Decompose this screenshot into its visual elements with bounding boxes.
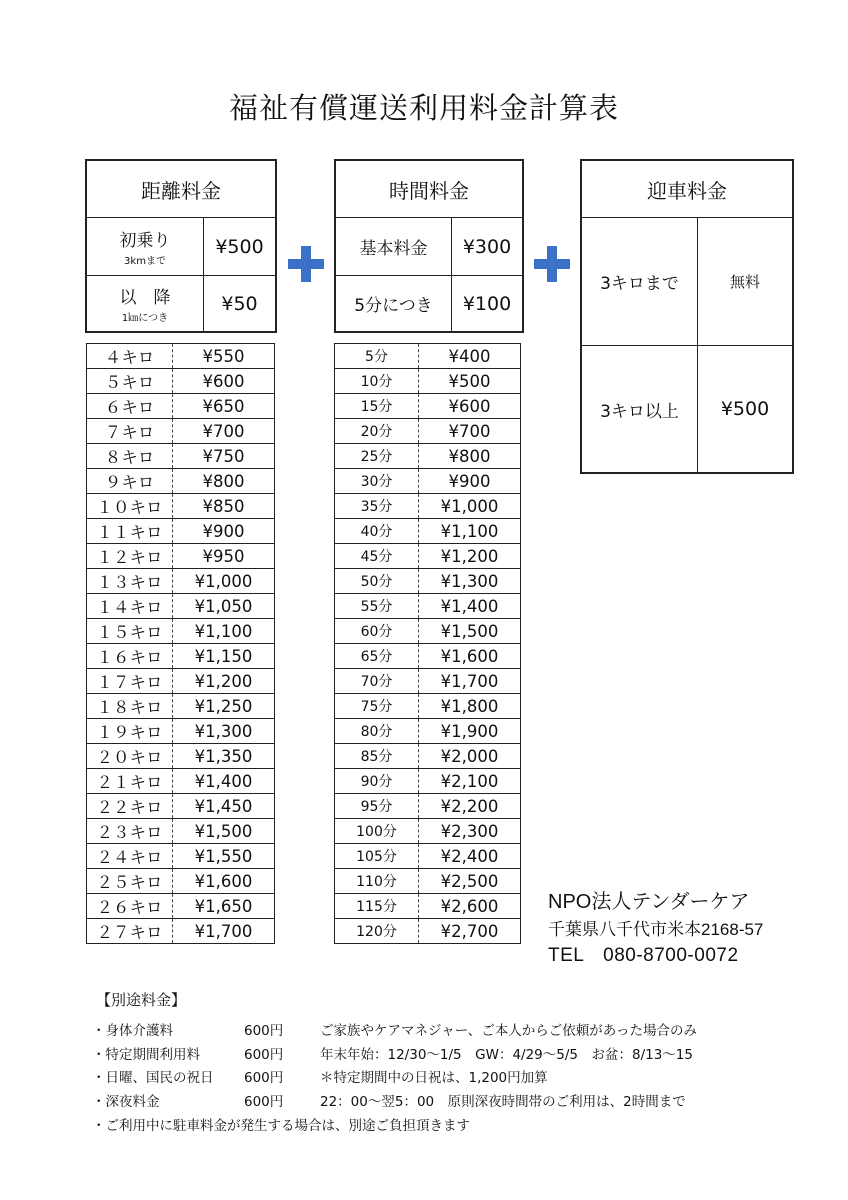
time-row-label: 85分 — [335, 744, 419, 769]
distance-row-label: ２１キロ — [87, 769, 173, 794]
distance-row-price: ¥1,100 — [173, 619, 275, 644]
time-row-price: ¥1,700 — [419, 669, 521, 694]
time-row-price: ¥1,600 — [419, 644, 521, 669]
pickup-row1-label: 3キロまで — [600, 274, 679, 294]
distance-row-label: １２キロ — [87, 544, 173, 569]
distance-row-label: １５キロ — [87, 619, 173, 644]
distance-row-price: ¥800 — [173, 469, 275, 494]
time-row-price: ¥2,300 — [419, 819, 521, 844]
pickup-fee-header: 迎車料金 — [647, 178, 727, 203]
distance-row-price: ¥700 — [173, 419, 275, 444]
extra-fee-desc: ＊特定期間中の日祝は、1,200円加算 — [320, 1070, 548, 1086]
time-rate-table — [334, 343, 521, 944]
time-row-price: ¥700 — [419, 419, 521, 444]
table-row — [87, 644, 275, 669]
pickup-fee-box — [580, 159, 794, 474]
table-row — [87, 419, 275, 444]
distance-row-label: １１キロ — [87, 519, 173, 544]
table-row — [335, 594, 521, 619]
distance-row-label: ６キロ — [87, 394, 173, 419]
org-tel: TEL 080-8700-0072 — [548, 945, 739, 966]
page-title: 福祉有償運送利用料金計算表 — [228, 91, 619, 125]
distance-row-price: ¥650 — [173, 394, 275, 419]
table-row — [335, 519, 521, 544]
extra-fee-name: ・深夜料金 — [92, 1094, 160, 1110]
time-row-price: ¥1,200 — [419, 544, 521, 569]
table-row — [87, 669, 275, 694]
table-row — [335, 819, 521, 844]
base-fee-price: ¥300 — [462, 235, 512, 258]
time-row-price: ¥400 — [419, 344, 521, 369]
time-row-price: ¥2,000 — [419, 744, 521, 769]
time-row-price: ¥1,100 — [419, 519, 521, 544]
extra-fee-price: 600円 — [244, 1047, 284, 1063]
table-row — [335, 769, 521, 794]
after-label-cell — [87, 276, 203, 331]
distance-row-label: １９キロ — [87, 719, 173, 744]
distance-row-price: ¥1,650 — [173, 894, 275, 919]
plus-icon — [288, 246, 324, 282]
time-row-price: ¥2,700 — [440, 921, 499, 941]
per-5min-label: 5分につき — [354, 296, 433, 316]
extra-fee-name: ・日曜、国民の祝日 — [92, 1070, 214, 1086]
time-row-label: 5分 — [335, 344, 419, 369]
distance-row-label: ２２キロ — [87, 794, 173, 819]
after-price: ¥50 — [221, 292, 258, 315]
extra-fee-name: ・身体介護料 — [92, 1023, 173, 1039]
extra-fee-price: 600円 — [244, 1094, 284, 1110]
org-address: 千葉県八千代市米本2168-57 — [548, 920, 764, 939]
time-row-price: ¥1,800 — [419, 694, 521, 719]
table-row — [87, 519, 275, 544]
time-row-price: ¥900 — [419, 469, 521, 494]
distance-row-price: ¥550 — [173, 344, 275, 369]
table-row — [335, 694, 521, 719]
table-row — [335, 344, 521, 369]
time-row-price: ¥1,300 — [419, 569, 521, 594]
table-row — [335, 494, 521, 519]
time-row-label: 110分 — [335, 869, 419, 894]
time-row-label: 70分 — [335, 669, 419, 694]
distance-row-label: ７キロ — [87, 419, 173, 444]
distance-row-price: ¥1,550 — [173, 844, 275, 869]
time-row-price: ¥600 — [419, 394, 521, 419]
time-row-price: ¥800 — [419, 444, 521, 469]
time-row-label: 35分 — [335, 494, 419, 519]
distance-row-price: ¥1,050 — [173, 594, 275, 619]
table-row — [87, 469, 275, 494]
distance-row-label: ２５キロ — [87, 869, 173, 894]
extra-fee-price: 600円 — [244, 1023, 284, 1039]
time-row-label: 50分 — [335, 569, 419, 594]
extra-fee-row — [92, 1066, 548, 1086]
time-row-price: ¥2,200 — [419, 794, 521, 819]
distance-row-price: ¥1,500 — [173, 819, 275, 844]
time-row-label: 90分 — [335, 769, 419, 794]
time-row-label: 80分 — [335, 719, 419, 744]
time-row-label: 120分 — [335, 919, 419, 944]
distance-row-label: １８キロ — [87, 694, 173, 719]
table-row — [335, 919, 521, 944]
time-row-label: 20分 — [335, 419, 419, 444]
table-row — [87, 494, 275, 519]
table-row — [87, 344, 275, 369]
pickup-row1-price: 無料 — [729, 273, 760, 291]
table-row — [87, 569, 275, 594]
table-row — [87, 444, 275, 469]
after-sub: 1㎞につき — [121, 313, 169, 324]
time-row-label: 65分 — [335, 644, 419, 669]
table-row — [87, 594, 275, 619]
table-row — [335, 469, 521, 494]
time-row-label: 15分 — [335, 394, 419, 419]
distance-row-price: ¥950 — [173, 544, 275, 569]
extra-fee-price: 600円 — [244, 1070, 284, 1086]
table-row — [87, 619, 275, 644]
distance-row-label: １０キロ — [87, 494, 173, 519]
table-row — [335, 619, 521, 644]
table-row — [335, 869, 521, 894]
table-row — [335, 444, 521, 469]
time-row-label: 45分 — [335, 544, 419, 569]
table-row — [87, 869, 275, 894]
time-row-label: 95分 — [335, 794, 419, 819]
table-row — [335, 569, 521, 594]
distance-row-price: ¥600 — [173, 369, 275, 394]
distance-row-label: ５キロ — [87, 369, 173, 394]
time-row-price: ¥2,100 — [419, 769, 521, 794]
parking-fee-note: ・ご利用中に駐車料金が発生する場合は、別途ご負担頂きます — [92, 1118, 470, 1134]
time-row-label: 60分 — [335, 619, 419, 644]
distance-row-price: ¥1,600 — [173, 869, 275, 894]
first-ride-label: 初乗り — [119, 231, 171, 251]
first-ride-price: ¥500 — [215, 235, 264, 258]
distance-row-price: ¥1,350 — [173, 744, 275, 769]
time-row-price: ¥2,600 — [419, 894, 521, 919]
distance-row-price: ¥900 — [173, 519, 275, 544]
time-row-price: ¥2,400 — [419, 844, 521, 869]
distance-row-label: ２４キロ — [87, 844, 173, 869]
distance-row-label: ２３キロ — [87, 819, 173, 844]
per-5min-price: ¥100 — [462, 292, 512, 315]
extra-fee-desc: ご家族やケアマネジャー、ご本人からご依頼があった場合のみ — [320, 1023, 698, 1039]
distance-row-label: １７キロ — [87, 669, 173, 694]
extra-fee-row — [92, 1090, 686, 1110]
distance-row-price: ¥1,400 — [173, 769, 275, 794]
time-row-label: 55分 — [335, 594, 419, 619]
table-row — [335, 744, 521, 769]
distance-row-price: ¥1,150 — [173, 644, 275, 669]
time-row-label: 105分 — [335, 844, 419, 869]
table-row — [87, 894, 275, 919]
distance-row-price: ¥1,450 — [173, 794, 275, 819]
table-row — [335, 844, 521, 869]
table-row — [87, 819, 275, 844]
org-name: NPO法人テンダーケア — [548, 891, 750, 913]
extra-fee-desc: 22：00～翌5：00 原則深夜時間帯のご利用は、2時間まで — [320, 1094, 686, 1110]
time-row-label: 40分 — [335, 519, 419, 544]
distance-row-price: ¥1,700 — [194, 921, 253, 941]
time-row-price: ¥1,000 — [419, 494, 521, 519]
time-row-price: ¥1,900 — [419, 719, 521, 744]
base-fee-label: 基本料金 — [359, 239, 428, 259]
plus-icon — [534, 246, 570, 282]
time-fee-box — [334, 159, 524, 333]
distance-row-price: ¥1,250 — [173, 694, 275, 719]
extra-fee-desc: 年末年始：12/30～1/5 GW：4/29～5/5 お盆：8/13～15 — [320, 1047, 693, 1063]
distance-row-label: ８キロ — [87, 444, 173, 469]
time-row-label: 25分 — [335, 444, 419, 469]
table-row — [87, 369, 275, 394]
table-row — [87, 394, 275, 419]
table-row — [87, 719, 275, 744]
table-row — [87, 794, 275, 819]
time-row-price: ¥500 — [419, 369, 521, 394]
table-row — [335, 644, 521, 669]
first-ride-label-cell — [87, 218, 203, 275]
extra-fees-title: 【別途料金】 — [96, 991, 187, 1009]
distance-row-label: ４キロ — [87, 344, 173, 369]
time-row-price: ¥1,500 — [419, 619, 521, 644]
time-row-price: ¥1,400 — [419, 594, 521, 619]
table-row — [335, 719, 521, 744]
time-row-price: ¥2,500 — [419, 869, 521, 894]
table-row — [87, 694, 275, 719]
table-row — [335, 369, 521, 394]
distance-row-price: ¥850 — [173, 494, 275, 519]
first-ride-sub: 3kmまで — [124, 256, 166, 267]
extra-fee-row — [92, 1019, 697, 1039]
time-row-label: 30分 — [335, 469, 419, 494]
time-row-label: 100分 — [335, 819, 419, 844]
distance-row-price: ¥1,000 — [173, 569, 275, 594]
distance-row-label: ９キロ — [87, 469, 173, 494]
distance-row-label: ２０キロ — [87, 744, 173, 769]
time-row-label: 10分 — [335, 369, 419, 394]
distance-row-label: ２６キロ — [87, 894, 173, 919]
after-label: 以 降 — [119, 288, 171, 308]
distance-row-price: ¥1,200 — [173, 669, 275, 694]
table-row — [87, 844, 275, 869]
distance-row-price: ¥1,300 — [173, 719, 275, 744]
distance-fee-header: 距離料金 — [141, 178, 221, 203]
table-row — [335, 894, 521, 919]
table-row — [335, 794, 521, 819]
pickup-row2-price: ¥500 — [720, 398, 770, 420]
distance-row-label: ２７キロ — [87, 919, 173, 944]
distance-row-label: １３キロ — [87, 569, 173, 594]
time-row-label: 115分 — [335, 894, 419, 919]
time-fee-header: 時間料金 — [389, 178, 469, 203]
extra-fee-name: ・特定期間利用料 — [92, 1047, 200, 1063]
table-row — [87, 744, 275, 769]
table-row — [87, 919, 275, 944]
pickup-row2-label: 3キロ以上 — [600, 401, 679, 422]
time-row-label: 75分 — [335, 694, 419, 719]
distance-rate-table — [86, 343, 275, 944]
table-row — [87, 769, 275, 794]
table-row — [335, 394, 521, 419]
table-row — [335, 544, 521, 569]
table-row — [335, 419, 521, 444]
distance-fee-box — [85, 159, 277, 333]
distance-row-price: ¥750 — [173, 444, 275, 469]
table-row — [87, 544, 275, 569]
extra-fee-row — [92, 1043, 693, 1063]
distance-row-label: １６キロ — [87, 644, 173, 669]
table-row — [335, 669, 521, 694]
distance-row-label: １４キロ — [87, 594, 173, 619]
